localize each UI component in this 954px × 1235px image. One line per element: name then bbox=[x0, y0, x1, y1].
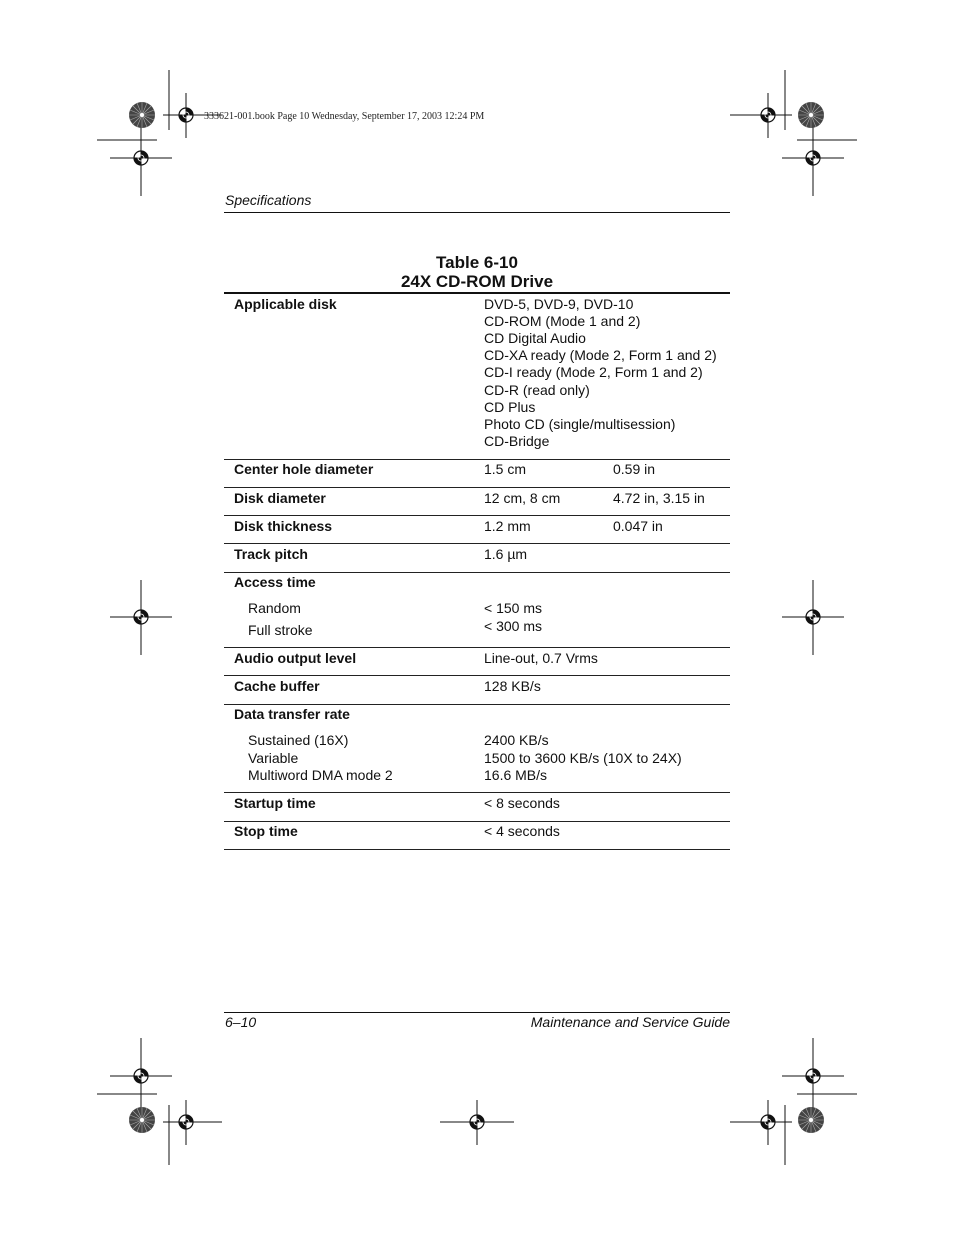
row-label-group bbox=[224, 572, 484, 648]
metric-value: 12 cm, 8 cm bbox=[484, 489, 561, 506]
sub-label: Random bbox=[248, 600, 301, 617]
value-line: Photo CD (single/multisession) bbox=[484, 415, 676, 432]
sub-label: Sustained (16X) bbox=[248, 732, 349, 749]
row-label: Data transfer rate bbox=[234, 706, 350, 723]
row-label: Stop time bbox=[234, 823, 298, 840]
row-label: Startup time bbox=[234, 794, 316, 811]
metric-value: Line-out, 0.7 Vrms bbox=[484, 649, 598, 666]
value-line: CD-Bridge bbox=[484, 433, 550, 450]
value-line: CD-XA ready (Mode 2, Form 1 and 2) bbox=[484, 347, 717, 364]
sub-label: Full stroke bbox=[248, 621, 313, 638]
row-label: Track pitch bbox=[234, 545, 308, 562]
guide-title: Maintenance and Service Guide bbox=[530, 1014, 730, 1030]
sub-value: 2400 KB/s bbox=[484, 732, 549, 749]
row-values bbox=[484, 293, 730, 459]
row-label: Disk diameter bbox=[234, 489, 326, 506]
sub-label: Variable bbox=[248, 749, 299, 766]
imperial-value: 0.59 in bbox=[613, 461, 656, 478]
table-row bbox=[224, 572, 730, 648]
running-head: Specifications bbox=[225, 192, 312, 208]
imperial-value: 4.72 in, 3.15 in bbox=[613, 489, 705, 506]
value-line: CD-R (read only) bbox=[484, 381, 590, 398]
metric-value: 128 KB/s bbox=[484, 677, 541, 694]
row-label: Audio output level bbox=[234, 649, 357, 666]
metric-value: < 4 seconds bbox=[484, 823, 560, 840]
row-label-group bbox=[224, 704, 484, 793]
footer-rule bbox=[224, 1012, 730, 1013]
sub-value: 1500 to 3600 KB/s (10X to 24X) bbox=[484, 749, 682, 766]
table-title: 24X CD-ROM Drive bbox=[400, 272, 554, 291]
table-row bbox=[224, 821, 730, 849]
table-row bbox=[224, 488, 730, 516]
row-label: Applicable disk bbox=[234, 295, 337, 312]
value-line: CD-I ready (Mode 2, Form 1 and 2) bbox=[484, 364, 703, 381]
sub-label: Multiword DMA mode 2 bbox=[248, 766, 393, 783]
table-row bbox=[224, 516, 730, 544]
table-row bbox=[224, 704, 730, 793]
table-row bbox=[224, 459, 730, 487]
slug-line: 333621-001.book Page 10 Wednesday, September 17, 2003 12:24 PM bbox=[204, 111, 485, 122]
sub-value: < 150 ms bbox=[484, 600, 542, 617]
value-line: CD Digital Audio bbox=[484, 329, 586, 346]
header-rule bbox=[224, 212, 730, 213]
row-values bbox=[484, 572, 730, 648]
table-row bbox=[224, 293, 730, 459]
row-label: Center hole diameter bbox=[234, 461, 374, 478]
table-row bbox=[224, 544, 730, 572]
row-label: Access time bbox=[234, 574, 316, 591]
row-label: Cache buffer bbox=[234, 677, 320, 694]
row-values bbox=[484, 704, 730, 793]
table-row bbox=[224, 676, 730, 704]
page-number: 6–10 bbox=[225, 1014, 257, 1030]
metric-value: 1.6 µm bbox=[484, 545, 528, 562]
value-line: CD-ROM (Mode 1 and 2) bbox=[484, 312, 641, 329]
imperial-value: 0.047 in bbox=[613, 517, 663, 534]
metric-value: 1.2 mm bbox=[484, 517, 531, 534]
value-line: DVD-5, DVD-9, DVD-10 bbox=[484, 295, 634, 312]
metric-value: 1.5 cm bbox=[484, 461, 527, 478]
table-row bbox=[224, 648, 730, 676]
sub-value: < 300 ms bbox=[484, 617, 542, 634]
sub-value: 16.6 MB/s bbox=[484, 766, 548, 783]
value-line: CD Plus bbox=[484, 398, 536, 415]
row-label: Disk thickness bbox=[234, 517, 333, 534]
table-number: Table 6-10 bbox=[436, 253, 518, 272]
table-caption bbox=[224, 253, 730, 291]
metric-value: < 8 seconds bbox=[484, 794, 560, 811]
spec-table bbox=[224, 292, 730, 850]
table-row bbox=[224, 793, 730, 821]
